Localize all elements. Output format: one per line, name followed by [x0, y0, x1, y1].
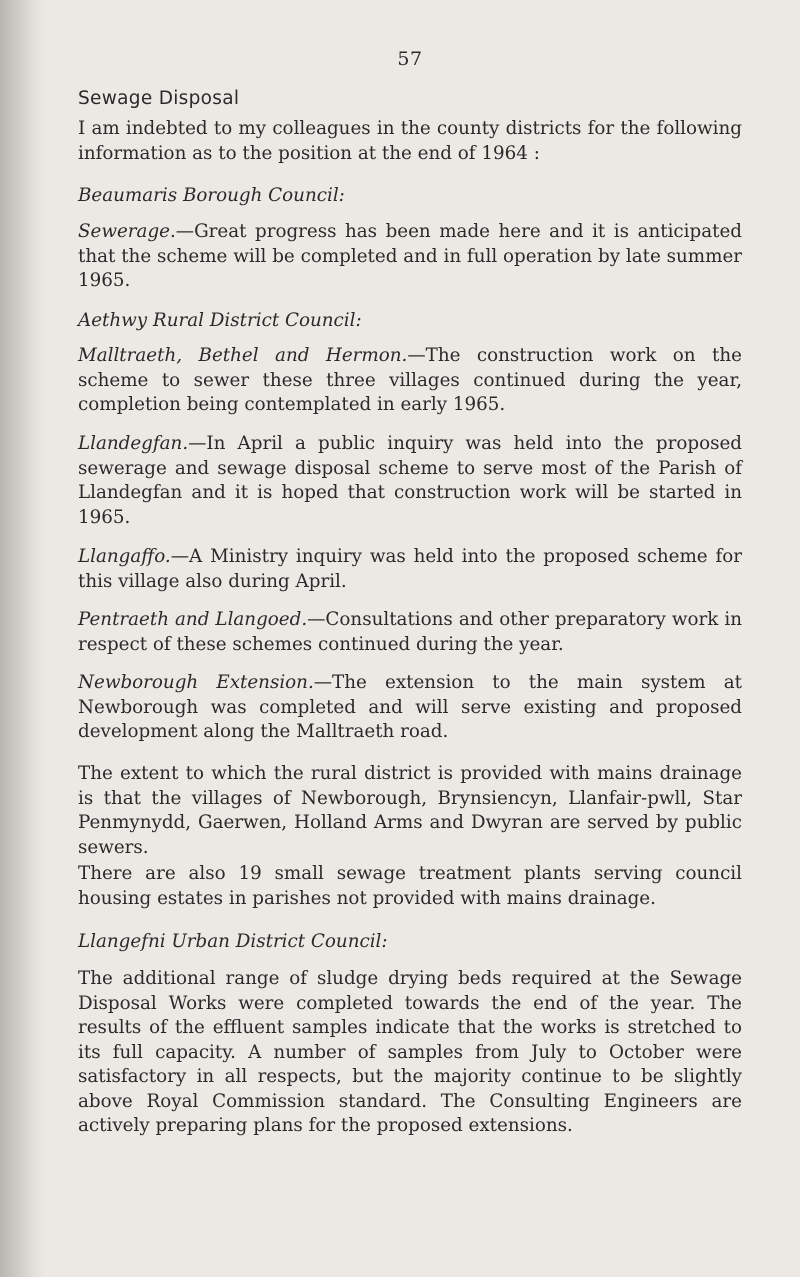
- newborough-text: —The extension to the main system at Newborough was completed and will serve existing and proposed development along the Malltraeth road.: [78, 672, 742, 742]
- newborough-label: Newborough Extension.: [78, 672, 314, 693]
- extent-paragraph: [78, 762, 742, 860]
- llangaffo-label: Llangaffo.: [78, 546, 171, 567]
- intro-paragraph: [78, 117, 742, 166]
- pentraeth-text: —Consultations and other preparatory work in respect of these schemes continued during the year.: [78, 609, 743, 655]
- beaumaris-sewerage-label: Sewerage.: [78, 221, 176, 242]
- llangefni-title: Llangefni Urban District Council:: [78, 931, 388, 952]
- llandegfan-text: —In April a public inquiry was held into the proposed sewerage and sewage disposal scheme to serve most of the Parish of Llandegfan and it is hoped that construction work will be started in 1965.: [78, 433, 742, 528]
- llangefni-title-block: [78, 930, 742, 954]
- pentraeth-label: Pentraeth and Llangoed.: [78, 609, 308, 630]
- llandegfan-paragraph: [78, 432, 742, 530]
- intro-text: I am indebted to my colleagues in the county districts for the following information as to the position at the end of 1964 :: [78, 118, 742, 164]
- llangaffo-paragraph: [78, 545, 742, 594]
- beaumaris-title: Beaumaris Borough Council:: [78, 185, 345, 206]
- malltraeth-paragraph: [78, 344, 742, 418]
- llangefni-text: The additional range of sludge drying beds required at the Sewage Disposal Works were completed towards the end of the year. The results of the effluent samples indicate that the works is stretched to its full capacity. A number of samples from July to October were satisfactory in all respects, but the majority continue to be slightly above Royal Commission standard. The Consulting Engineers are actively preparing plans for the proposed extensions.: [78, 968, 742, 1136]
- page-number: 57: [397, 48, 423, 70]
- document-page: [78, 0, 742, 1277]
- llandegfan-label: Llandegfan.: [78, 433, 189, 454]
- llangaffo-text: —A Ministry inquiry was held into the proposed scheme for this village also during April.: [78, 546, 742, 592]
- newborough-paragraph: [78, 671, 742, 745]
- malltraeth-label: Malltraeth, Bethel and Hermon.: [78, 345, 408, 366]
- aethwy-title: Aethwy Rural District Council:: [78, 310, 362, 331]
- page-edge-shadow: [0, 0, 46, 1277]
- beaumaris-sewerage-text: —Great progress has been made here and it is anticipated that the scheme will be completed and in full operation by late summer 1965.: [78, 221, 742, 291]
- beaumaris-sewerage-paragraph: [78, 220, 742, 294]
- plants-text: There are also 19 small sewage treatment plants serving council housing estates in parishes not provided with mains drainage.: [78, 863, 742, 909]
- extent-text: The extent to which the rural district is provided with mains drainage is that the villages of Newborough, Brynsiencyn, Llanfair-pwll, Star Penmynydd, Gaerwen, Holland Arms and Dwyran are served by public sewers.: [78, 763, 742, 858]
- llangefni-paragraph: [78, 967, 742, 1139]
- plants-paragraph: [78, 862, 742, 911]
- aethwy-title-block: [78, 309, 742, 333]
- malltraeth-text: —The construction work on the scheme to sewer these three villages continued during the year, completion being contemplated in early 1965.: [78, 345, 742, 415]
- section-heading: Sewage Disposal: [78, 88, 240, 109]
- pentraeth-paragraph: [78, 608, 742, 657]
- beaumaris-title-block: [78, 184, 742, 208]
